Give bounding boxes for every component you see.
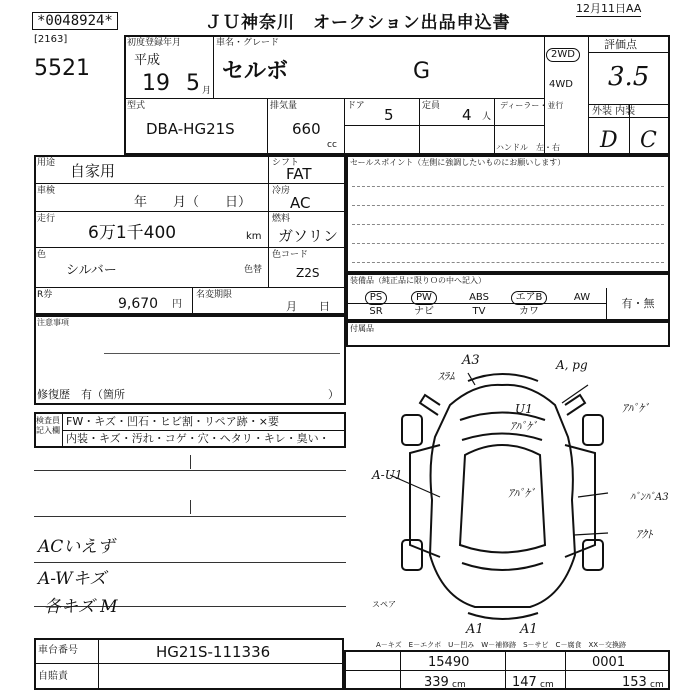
- equip-ps: PS: [356, 291, 396, 305]
- sales-point-block: [346, 155, 670, 273]
- width-unit: cm: [540, 680, 554, 690]
- diagram-mark-dent-right-front: ｱﾊﾟｹﾞ: [622, 402, 650, 415]
- capacity-label: 定員: [422, 101, 441, 111]
- mileage-label: 走行: [37, 214, 56, 224]
- mileage-unit: km: [246, 231, 262, 242]
- equip-aw: AW: [573, 292, 591, 303]
- equip-sr: SR: [369, 306, 383, 317]
- height-value: 153: [622, 675, 647, 690]
- sheet-code: [2163]: [34, 34, 68, 45]
- recycle-unit: 円: [172, 299, 182, 310]
- ac-value: AC: [290, 194, 311, 212]
- grade-value: G: [413, 59, 431, 84]
- length-value: 339: [424, 675, 449, 690]
- length-unit: cm: [452, 680, 466, 690]
- spare-label: スペア: [372, 600, 396, 609]
- mileage-value: 6万1千400: [88, 223, 177, 243]
- drive-2wd: 2WD: [546, 42, 580, 62]
- capacity-value: 4: [462, 106, 472, 124]
- chassis-label: 車台番号: [38, 645, 78, 656]
- inspection-label: 車検: [37, 186, 56, 196]
- era-value: 平成: [134, 53, 161, 68]
- color-replace-label: 色替: [244, 265, 263, 275]
- diagram-mark-au1-left: A-U1: [372, 468, 403, 482]
- model-code-label: 型式: [127, 101, 146, 111]
- color-label: 色: [37, 250, 47, 260]
- color-code-value: Z2S: [296, 266, 320, 280]
- diagram-mark-a-front-right: A, pg: [556, 358, 588, 372]
- repair-end: ）: [328, 388, 339, 401]
- diagram-mark-a1-right: A1: [520, 622, 538, 637]
- equip-yes-no: 有・無: [621, 297, 655, 310]
- auction-date: 12月11日AA: [576, 2, 642, 15]
- defect-legend: A－キズ E－エクボ U－凹み W－補修跡 S－サビ C－腐食 XX－交換跡: [376, 641, 627, 649]
- chassis-value: HG21S-111336: [156, 643, 271, 661]
- equip-abs: ABS: [469, 292, 489, 303]
- score-label: 評価点: [604, 38, 637, 51]
- color-code-label: 色コード: [272, 250, 309, 260]
- equip-airbag: エアB: [506, 291, 552, 305]
- ext-int-label: 外装 内装: [592, 106, 636, 117]
- inspection-value: 年 月（ 日）: [134, 195, 252, 210]
- car-name-label: 車名・グレード: [216, 38, 280, 48]
- diagram-mark-u1: U1: [515, 402, 533, 416]
- diagram-mark-dent-roof: ｱﾊﾟｹﾞ: [508, 487, 536, 500]
- fuel-label: 燃料: [272, 214, 291, 224]
- market-guide-label: 名変期限: [196, 290, 233, 300]
- serial-number: *0048924*: [32, 12, 118, 30]
- market-guide-value: 月 日: [286, 300, 330, 313]
- first-reg-label: 初度登録年月: [127, 38, 182, 48]
- car-name-value: セルボ: [222, 59, 289, 84]
- use-label: 用途: [37, 158, 56, 168]
- capacity-unit: 人: [482, 112, 492, 122]
- diagram-mark-ssl: ｽﾗﾑ: [438, 370, 455, 383]
- displacement-value: 660: [292, 120, 321, 138]
- sales-point-label: セールスポイント（左側に強調したいものにお願いします）: [350, 158, 566, 167]
- diagram-mark-a3-front: A3: [462, 353, 480, 368]
- form-title: ＪＵ神奈川 オークション出品申込書: [205, 13, 511, 33]
- inspector-label: 検査員記入欄: [36, 416, 60, 435]
- diagram-mark-a1-left: A1: [466, 622, 484, 637]
- equip-pw: PW: [404, 291, 444, 305]
- repair-label: 修復歴 有（箇所: [37, 388, 125, 401]
- reg-number-2: 0001: [592, 655, 626, 670]
- equip-leather: カワ: [519, 306, 539, 317]
- color-value: シルバー: [66, 263, 117, 278]
- defects-row-exterior: FW・キズ・凹石・ヒビ割・リペア跡・×要: [66, 415, 279, 428]
- recycle-value: 9,670: [118, 296, 159, 312]
- handwritten-note-ac: ACいえず: [38, 537, 115, 557]
- width-value: 147: [512, 675, 537, 690]
- defects-row-interior: 内装・キズ・汚れ・コゲ・穴・ヘタリ・キレ・臭い・: [66, 432, 330, 445]
- insurance-label: 自賠責: [38, 671, 68, 682]
- handle-value: ハンドル 左・右: [496, 143, 560, 152]
- displacement-label: 排気量: [270, 101, 298, 111]
- diagram-mark-bumper-a3: ﾊﾞﾝﾊﾟA3: [630, 492, 669, 503]
- model-code-value: DBA-HG21S: [146, 120, 235, 138]
- equip-navi: ナビ: [414, 306, 434, 317]
- doors-value: 5: [384, 106, 394, 124]
- shift-label: シフト: [272, 158, 300, 168]
- handwritten-note-aw: A-Wキズ: [38, 569, 107, 589]
- ac-label: 冷房: [272, 186, 291, 196]
- attachments-label: 付属品: [350, 324, 374, 333]
- month-unit: 月: [202, 86, 212, 96]
- score-value: 3.5: [608, 62, 650, 92]
- lot-number: 5521: [34, 56, 90, 81]
- shift-value: FAT: [286, 165, 312, 183]
- attachments-block: [346, 321, 670, 347]
- equipment-label: 装備品（純正品に限りＯの中へ記入）: [350, 276, 486, 285]
- notes-label: 注意事項: [37, 318, 69, 327]
- recycle-label: R券: [37, 290, 53, 300]
- exterior-grade: D: [600, 128, 618, 153]
- displacement-unit: cc: [327, 140, 337, 150]
- height-unit: cm: [650, 680, 664, 690]
- dealer-label: ディーラー・並行: [500, 101, 564, 110]
- interior-grade: C: [640, 128, 657, 153]
- fuel-value: ガソリン: [278, 227, 339, 245]
- doors-label: ドア: [347, 101, 365, 111]
- year-value: 19: [142, 71, 170, 96]
- drive-4wd: 4WD: [549, 79, 573, 90]
- reg-number: 15490: [428, 655, 470, 670]
- handwritten-note-scratches: 各キズ M: [44, 597, 118, 617]
- equip-tv: TV: [472, 306, 486, 317]
- diagram-mark-act: ｱｸﾄ: [636, 528, 653, 541]
- use-value: 自家用: [70, 162, 116, 180]
- month-value: 5: [186, 71, 200, 96]
- diagram-mark-dent-hood: ｱﾊﾟｹﾞ: [510, 420, 538, 433]
